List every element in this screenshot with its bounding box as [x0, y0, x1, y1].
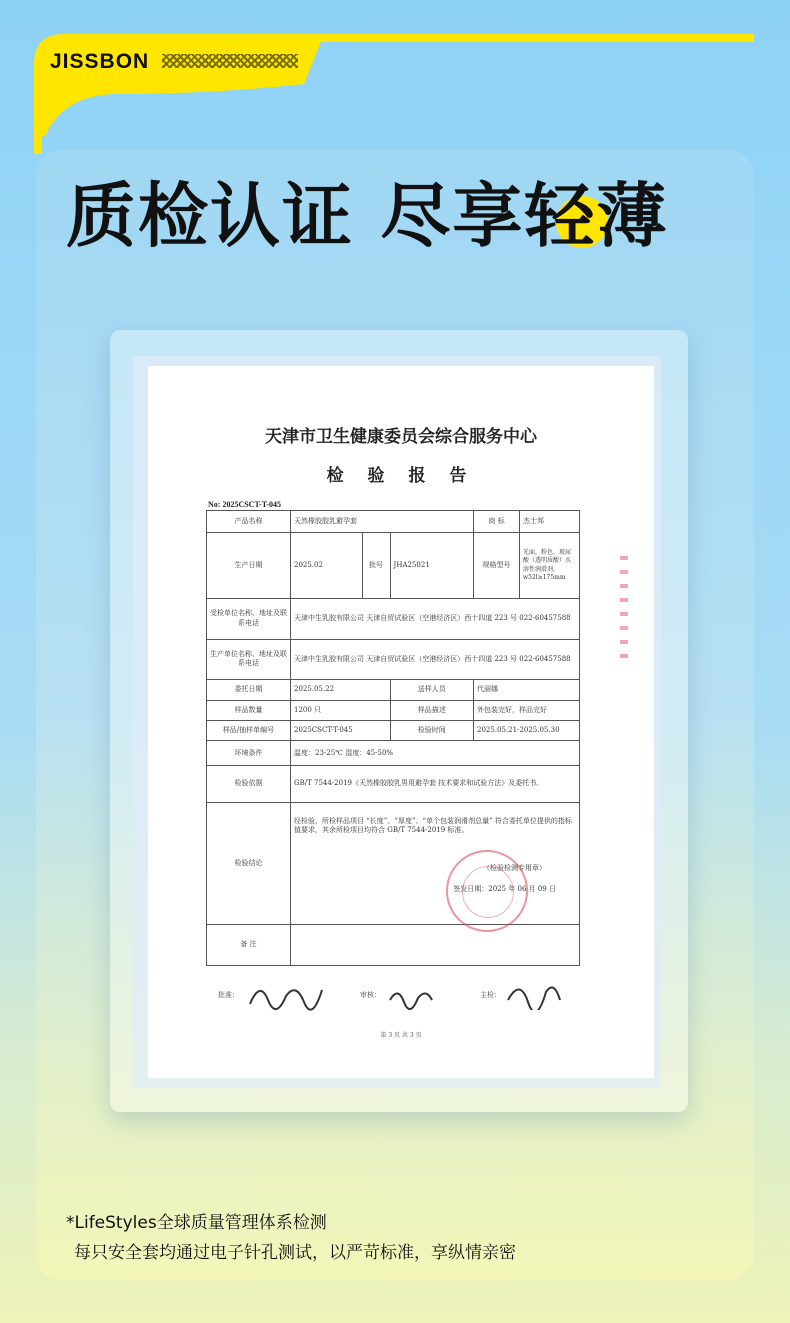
cell: 产品名称 [207, 511, 291, 533]
cell: 天津中生乳胶有限公司 天津自贸试验区（空港经济区）西十四道 223 号 022-60457588 [291, 598, 580, 639]
report-org: 天津市卫生健康委员会综合服务中心 [265, 427, 537, 447]
side-seal-marks [620, 556, 628, 666]
cell: 杰士邦 [520, 511, 580, 533]
cell: 备 注 [207, 925, 291, 966]
cell: 2025.05.22 [291, 680, 391, 700]
cell [291, 925, 580, 966]
cell: 批号 [362, 533, 390, 598]
cell: 受检单位名称、地址及联系电话 [207, 598, 291, 639]
page-number: 第 3 页 共 3 页 [380, 1032, 422, 1039]
conclusion-cell [291, 802, 580, 924]
cell: 检验结论 [207, 802, 291, 924]
cell: 2025CSCT-T-045 [291, 721, 391, 741]
cell: 外包装完好，样品完好 [474, 700, 580, 720]
report-title: 检 验 报 告 [326, 466, 476, 486]
logo-pattern [162, 54, 298, 68]
main-signature-icon [504, 976, 564, 1010]
inspection-report [148, 366, 654, 1078]
cell: 样品描述 [390, 700, 473, 720]
cell: 委托日期 [207, 680, 291, 700]
brand-logo: JISSBON [50, 50, 150, 73]
cell: JHA25021 [390, 533, 473, 598]
cell: 天然橡胶胶乳避孕套 [291, 511, 474, 533]
page-title: 质检认证 尽享轻薄 [66, 175, 669, 257]
cell: 1200 只 [291, 700, 391, 720]
cell: 光面，粉色，玻尿酸（透明质酸）水溶性润滑剂，w52l≥175mm [520, 533, 580, 598]
cell: 代丽娜 [474, 680, 580, 700]
cell: 生产单位名称、地址及联系电话 [207, 639, 291, 680]
cell: 2025.05.21-2025.05.30 [474, 721, 580, 741]
issue-date: 签发日期：2025 年 06 月 09 日 [453, 884, 556, 893]
cell: 送样人员 [390, 680, 473, 700]
cell: 商 标 [474, 511, 520, 533]
cell: 样品/抽样单编号 [207, 721, 291, 741]
conclusion-text: 经检验，所检样品项目 “长度”、“厚度”、“单个包装润滑剂总量” 符合委托单位提供的指标值要求，其余所检项目均符合 GB/T 7544-2019 标准。 [294, 816, 572, 835]
approve-label: 批准： [218, 991, 239, 999]
main-label: 主检： [480, 991, 501, 999]
cell: 检验依据 [207, 765, 291, 802]
red-seal-icon [446, 850, 528, 932]
report-number: No: 2025CSCT-T-045 [208, 500, 281, 509]
stamp-label: （检验检测专用章） [483, 863, 546, 872]
approve-signature-icon [246, 976, 326, 1012]
cell: 检验时间 [390, 721, 473, 741]
footer-line-1: *LifeStyles全球质量管理体系检测 [66, 1213, 327, 1233]
signature-row [218, 976, 618, 1016]
cell: 样品数量 [207, 700, 291, 720]
cell: 天津中生乳胶有限公司 天津自贸试验区（空港经济区）西十四道 223 号 022-60457588 [291, 639, 580, 680]
cell: 环境条件 [207, 741, 291, 765]
footer-note [66, 1208, 516, 1268]
cell: 温度：23-25℃ 湿度：45-50% [291, 741, 580, 765]
cell: GB/T 7544-2019《天然橡胶胶乳男用避孕套 技术要求和试验方法》及委托书。 [291, 765, 580, 802]
cell: 生产日期 [207, 533, 291, 598]
review-signature-icon [386, 980, 436, 1010]
footer-line-2: 每只安全套均通过电子针孔测试，以严苛标准，享纵情亲密 [74, 1243, 516, 1263]
cell: 规格型号 [474, 533, 520, 598]
cell: 2025.02 [291, 533, 363, 598]
review-label: 审核： [360, 991, 381, 999]
